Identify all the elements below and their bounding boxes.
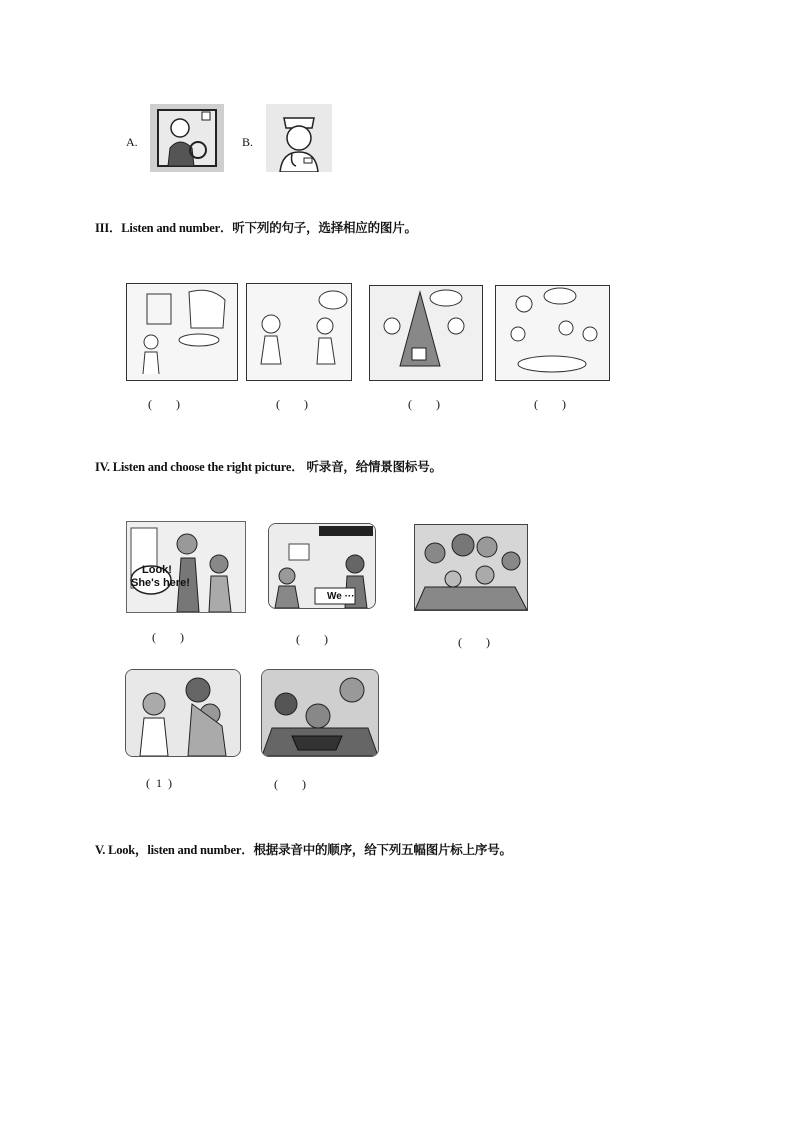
section-3-title: III．Listen and number．听下列的句子，选择相应的图片。 [95,221,417,235]
section-4-picture-4 [125,669,241,757]
section-4-picture-3 [414,524,528,611]
section-3-answer-3[interactable]: ( ) [408,397,440,411]
section-4-picture-5 [261,669,379,757]
driver-picture [150,104,224,172]
section-3-picture-3 [369,285,483,381]
section-4-answer-5[interactable]: ( ) [274,777,306,791]
section-4-answer-3[interactable]: ( ) [458,635,490,649]
section-5-title: V. Look，listen and number．根据录音中的顺序，给下列五幅图片标上序号。 [95,843,512,857]
section-4-answer-1[interactable]: ( ) [152,630,184,644]
bubble-we-text: We ··· [327,591,355,602]
section-4-title: IV. Listen and choose the right picture． 听录音，给情景图标号。 [95,460,442,474]
doctor-picture [266,104,332,172]
section-3-answer-4[interactable]: ( ) [534,397,566,411]
option-a-label: A. [126,135,138,149]
section-3-picture-1 [126,283,238,381]
bubble-look-text: Look! [142,564,172,576]
section-3-answer-2[interactable]: ( ) [276,397,308,411]
option-b-label: B. [242,135,254,149]
section-4-picture-1 [126,521,246,613]
section-3-answer-1[interactable]: ( ) [148,397,180,411]
section-4-answer-4[interactable]: ( 1 ) [146,776,172,790]
bubble-shes-here-text: She's here! [131,577,190,589]
section-3-picture-4 [495,285,610,381]
section-4-answer-2[interactable]: ( ) [296,632,328,646]
section-4-picture-2 [268,523,376,609]
section-3-picture-2 [246,283,352,381]
